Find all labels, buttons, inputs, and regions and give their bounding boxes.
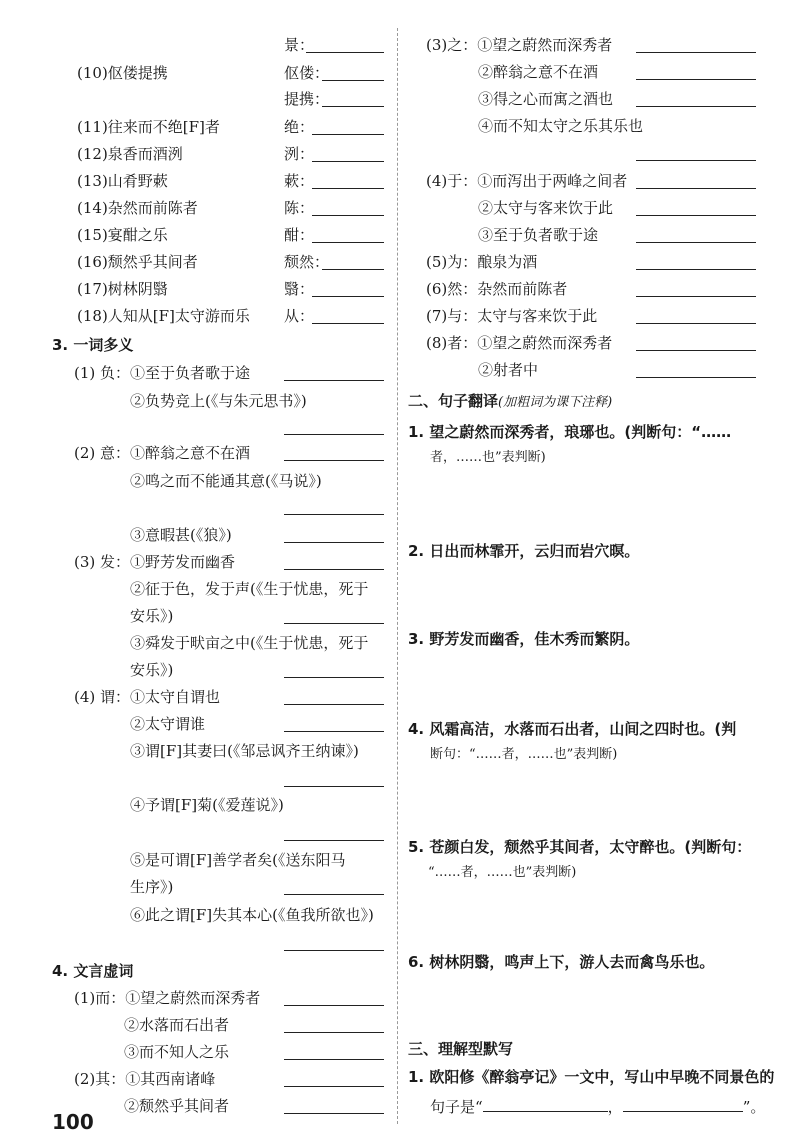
vocab-key: 酣： <box>284 226 315 244</box>
polysemy-yi-1: (2) 意：①醉翁之意不在酒 <box>74 444 251 462</box>
function-zhe-2: ②射者中 <box>478 361 539 379</box>
function-yu-2: ②太守与客来饮于此 <box>478 199 614 217</box>
section-title-translation: 二、句子翻译(加粗词为课下注释) <box>408 392 613 410</box>
vocab-item-16: (16)颓然乎其间者 <box>77 253 198 271</box>
answer-blank[interactable] <box>312 161 384 162</box>
vocab-key-jing: 景： <box>284 36 315 54</box>
answer-blank[interactable] <box>284 1086 384 1087</box>
answer-blank[interactable] <box>636 323 756 324</box>
function-zhi-3: ③得之心而寓之酒也 <box>478 90 614 108</box>
answer-blank[interactable] <box>284 1059 384 1060</box>
polysemy-wei-2: ②太守谓谁 <box>130 715 206 733</box>
answer-blank[interactable] <box>636 106 756 107</box>
section-title-dictation: 三、理解型默写 <box>408 1040 514 1058</box>
polysemy-fa-2b: 安乐》) <box>130 607 174 625</box>
answer-blank[interactable] <box>483 1097 608 1112</box>
vocab-key: 伛偻： <box>284 64 330 82</box>
polysemy-yi-3: ③意暇甚(《狼》) <box>130 526 232 544</box>
answer-blank[interactable] <box>284 569 384 570</box>
polysemy-fu-1: (1) 负：①至于负者歌于途 <box>74 364 251 382</box>
dictation-1-answer-line: 句子是“ ， ”。 <box>430 1098 766 1116</box>
vocab-key: 陈： <box>284 199 315 217</box>
answer-blank[interactable] <box>322 269 384 270</box>
polysemy-wei-1: (4) 谓：①太守自谓也 <box>74 688 221 706</box>
answer-blank[interactable] <box>306 52 384 53</box>
vocab-key: 绝： <box>284 118 315 136</box>
vocab-item-15: (15)宴酣之乐 <box>77 226 168 244</box>
page-number: 100 <box>52 1110 94 1134</box>
answer-blank[interactable] <box>636 52 756 53</box>
column-divider <box>397 28 398 1124</box>
section-title-polysemy: 3. 一词多义 <box>52 336 134 354</box>
answer-blank[interactable] <box>284 460 384 461</box>
polysemy-fa-3a: ③舜发于畎亩之中(《生于忧患，死于 <box>130 634 369 652</box>
answer-blank[interactable] <box>312 296 384 297</box>
vocab-item-17: (17)树林阴翳 <box>77 280 168 298</box>
answer-blank[interactable] <box>636 242 756 243</box>
function-wei-5: (5)为：酿泉为酒 <box>426 253 538 271</box>
function-er-2: ②水落而石出者 <box>124 1016 230 1034</box>
answer-blank[interactable] <box>636 269 756 270</box>
answer-blank[interactable] <box>284 950 384 951</box>
vocab-key: 翳： <box>284 280 315 298</box>
vocab-key: 提携： <box>284 90 330 108</box>
function-qi-1: (2)其：①其西南诸峰 <box>74 1070 216 1088</box>
answer-blank[interactable] <box>636 79 756 80</box>
sentence-1-note: 者，……也”表判断) <box>430 450 546 465</box>
answer-blank[interactable] <box>623 1097 743 1112</box>
polysemy-fa-1: (3) 发：①野芳发而幽香 <box>74 553 236 571</box>
answer-blank[interactable] <box>636 160 756 161</box>
answer-blank[interactable] <box>284 514 384 515</box>
answer-blank[interactable] <box>284 677 384 678</box>
function-zhi-2: ②醉翁之意不在酒 <box>478 63 599 81</box>
answer-blank[interactable] <box>284 894 384 895</box>
answer-blank[interactable] <box>284 380 384 381</box>
answer-blank[interactable] <box>312 188 384 189</box>
answer-blank[interactable] <box>284 1113 384 1114</box>
vocab-item-13: (13)山肴野蔌 <box>77 172 168 190</box>
section-note: (加粗词为课下注释) <box>498 395 613 410</box>
answer-blank[interactable] <box>636 296 756 297</box>
answer-blank[interactable] <box>312 323 384 324</box>
answer-blank[interactable] <box>284 731 384 732</box>
answer-blank[interactable] <box>284 1005 384 1006</box>
answer-blank[interactable] <box>636 377 756 378</box>
polysemy-yi-2: ②鸣之而不能通其意(《马说》) <box>130 472 322 490</box>
function-zhi-4: ④而不知太守之乐其乐也 <box>478 117 644 135</box>
vocab-key: 洌： <box>284 145 315 163</box>
vocab-key: 从： <box>284 307 315 325</box>
answer-blank[interactable] <box>636 350 756 351</box>
sentence-5-note: “……者，……也”表判断) <box>428 865 577 880</box>
answer-blank[interactable] <box>284 434 384 435</box>
sentence-2: 2. 日出而林霏开，云归而岩穴暝。 <box>408 542 640 560</box>
answer-blank[interactable] <box>312 134 384 135</box>
polysemy-wei-6: ⑥此之谓[F]失其本心(《鱼我所欲也》) <box>130 906 374 924</box>
function-ran-6: (6)然：杂然而前陈者 <box>426 280 568 298</box>
answer-blank[interactable] <box>322 80 384 81</box>
answer-blank[interactable] <box>312 215 384 216</box>
answer-blank[interactable] <box>312 242 384 243</box>
sentence-1: 1. 望之蔚然而深秀者，琅琊也。(判断句：“…… <box>408 423 732 441</box>
function-yu-1: (4)于：①而泻出于两峰之间者 <box>426 172 628 190</box>
answer-blank[interactable] <box>284 1032 384 1033</box>
polysemy-fa-2a: ②征于色，发于声(《生于忧患，死于 <box>130 580 369 598</box>
answer-blank[interactable] <box>322 106 384 107</box>
function-yu-7: (7)与：太守与客来饮于此 <box>426 307 598 325</box>
sentence-5: 5. 苍颜白发，颓然乎其间者，太守醉也。(判断句： <box>408 838 752 856</box>
polysemy-fu-2: ②负势竞上(《与朱元思书》) <box>130 392 307 410</box>
section-title-function-words: 4. 文言虚词 <box>52 962 134 980</box>
function-zhi-1: (3)之：①望之蔚然而深秀者 <box>426 36 613 54</box>
vocab-item-18: (18)人知从[F]太守游而乐 <box>77 307 250 325</box>
sentence-4-note: 断句：“……者，……也”表判断) <box>430 747 618 762</box>
vocab-item-11: (11)往来而不绝[F]者 <box>77 118 220 136</box>
polysemy-wei-4: ④予谓[F]菊(《爱莲说》) <box>130 796 284 814</box>
function-zhe-1: (8)者：①望之蔚然而深秀者 <box>426 334 613 352</box>
answer-blank[interactable] <box>284 840 384 841</box>
sentence-4: 4. 风霜高洁，水落而石出者，山间之四时也。(判 <box>408 720 737 738</box>
vocab-key: 颓然： <box>284 253 330 271</box>
polysemy-fa-3b: 安乐》) <box>130 661 174 679</box>
vocab-item-12: (12)泉香而酒洌 <box>77 145 183 163</box>
sentence-6: 6. 树林阴翳，鸣声上下，游人去而禽鸟乐也。 <box>408 953 715 971</box>
polysemy-wei-5b: 生序》) <box>130 878 174 896</box>
sentence-3: 3. 野芳发而幽香，佳木秀而繁阴。 <box>408 630 640 648</box>
function-yu-3: ③至于负者歌于途 <box>478 226 599 244</box>
function-er-1: (1)而：①望之蔚然而深秀者 <box>74 989 261 1007</box>
vocab-key: 蔌： <box>284 172 315 190</box>
dictation-1: 1. 欧阳修《醉翁亭记》一文中，写山中早晚不同景色的 <box>408 1068 775 1086</box>
function-qi-2: ②颓然乎其间者 <box>124 1097 230 1115</box>
vocab-item-14: (14)杂然而前陈者 <box>77 199 198 217</box>
answer-blank[interactable] <box>284 704 384 705</box>
answer-blank[interactable] <box>284 623 384 624</box>
vocab-item-10: (10)伛偻提携 <box>77 64 168 82</box>
answer-blank[interactable] <box>636 188 756 189</box>
answer-blank[interactable] <box>284 786 384 787</box>
answer-blank[interactable] <box>636 215 756 216</box>
polysemy-wei-3: ③谓[F]其妻曰(《邹忌讽齐王纳谏》) <box>130 742 359 760</box>
answer-blank[interactable] <box>284 542 384 543</box>
polysemy-wei-5a: ⑤是可谓[F]善学者矣(《送东阳马 <box>130 851 346 869</box>
function-er-3: ③而不知人之乐 <box>124 1043 230 1061</box>
